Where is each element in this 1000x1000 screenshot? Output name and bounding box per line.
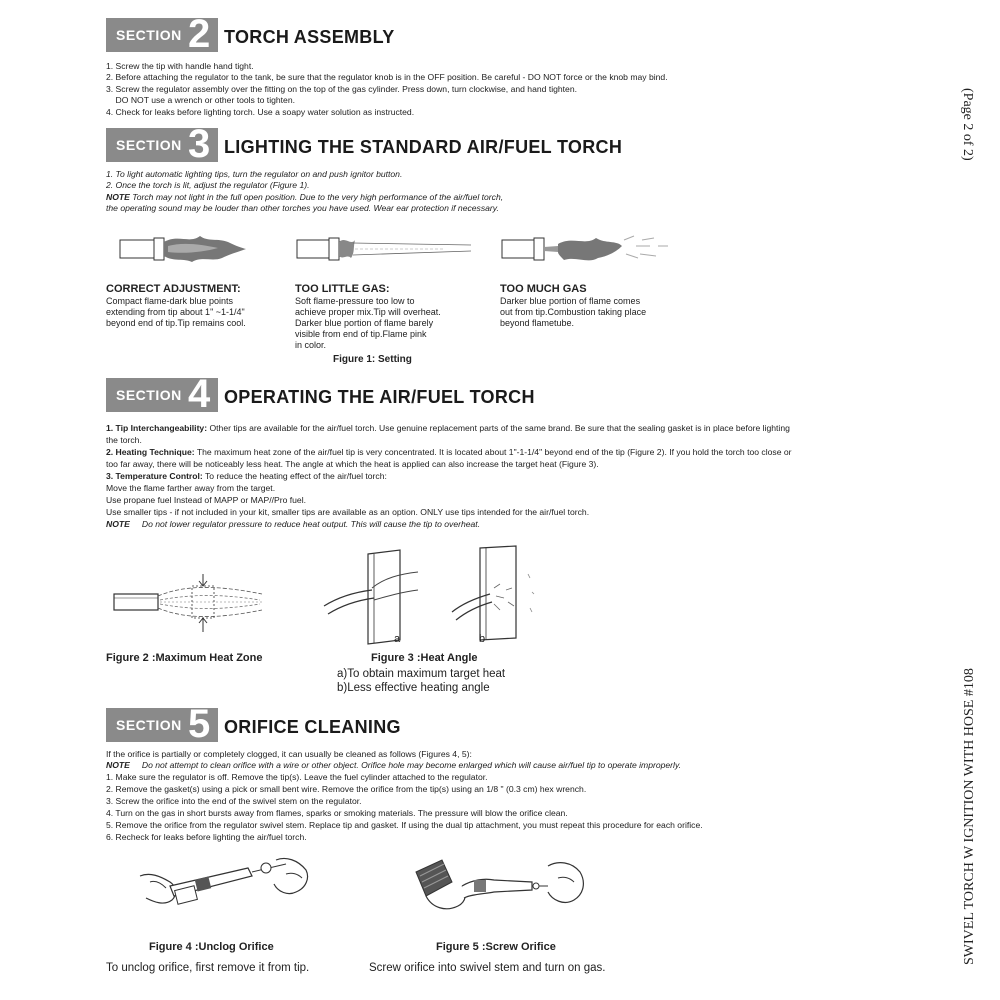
figure-5-subtext: Screw orifice into swivel stem and turn on gas. — [369, 962, 606, 974]
s4-p3-line: Use propane fuel Instead of MAPP or MAP//Pro fuel. — [106, 495, 306, 505]
caption-correct-adjustment-line: extending from tip about 1" ~1-1/4" — [106, 307, 245, 317]
s5-line-1: 1. Make sure the regulator is off. Remove the tip(s). Leave the fuel cylinder attached to the regulator. — [106, 772, 488, 782]
s3-note-line-1 — [106, 192, 503, 204]
section-4-title: OPERATING THE AIR/FUEL TORCH — [224, 387, 535, 407]
s2-line-3: 3. Screw the regulator assembly over the fitting on the top of the gas cylinder. Press down, turn clockwise, and hand tighten. — [106, 84, 578, 94]
section-3-badge — [106, 122, 218, 166]
section-4-badge — [106, 372, 218, 416]
caption-too-little-gas-heading: TOO LITTLE GAS: — [295, 283, 390, 295]
caption-too-much-gas-line: beyond flametube. — [500, 318, 575, 328]
s3-line-2: 2. Once the torch is lit, adjust the regulator (Figure 1). — [106, 180, 310, 190]
section-word: SECTION — [116, 27, 182, 43]
caption-too-little-gas-line: Darker blue portion of flame barely — [295, 318, 434, 328]
s4-p3-line: Use smaller tips - if not included in your kit, smaller tips are available as an option. ONLY use tips intended for the air/fuel torch. — [106, 507, 590, 517]
caption-too-little-gas-line: achieve proper mix.Tip will overheat. — [295, 307, 441, 317]
s4-p3 — [106, 471, 387, 483]
page-indicator: (Page 2 of 2) — [960, 88, 975, 161]
section-number: 4 — [188, 372, 211, 416]
caption-too-little-gas-line: in color. — [295, 340, 327, 350]
note-label: NOTE — [106, 192, 130, 202]
s5-line-3: 3. Screw the orifice into the end of the swivel stem on the regulator. — [106, 796, 362, 806]
p1-label: 1. Tip Interchangeability: — [106, 423, 208, 433]
torch-correct-adjustment-illustration — [118, 228, 258, 278]
p1-text: Other tips are available for the air/fuel torch. Use genuine replacement parts of the same brand. Be sure that the sealing gasket is in place before lighting — [207, 423, 790, 433]
figure-4-caption: Figure 4 :Unclog Orifice — [149, 941, 274, 953]
s2-line-1: 1. Screw the tip with handle hand tight. — [106, 61, 254, 71]
fig3-sub-b: b)Less effective heating angle — [337, 682, 490, 694]
section-number: 3 — [188, 122, 211, 166]
figure-1-caption: Figure 1: Setting — [333, 354, 412, 365]
note-label: NOTE — [106, 519, 130, 529]
fig3-label-a: a — [394, 633, 401, 645]
fig3-label-b: b — [479, 633, 486, 645]
s2-line-5: 4. Check for leaks before lighting torch. Use a soapy water solution as instructed. — [106, 107, 415, 117]
section-number: 5 — [188, 702, 211, 746]
figure-5-caption: Figure 5 :Screw Orifice — [436, 941, 556, 953]
s4-p1 — [106, 423, 790, 435]
caption-too-much-gas-line: out from tip.Combustion taking place — [500, 307, 647, 317]
torch-too-little-gas-illustration — [295, 228, 475, 278]
s4-p2 — [106, 447, 792, 459]
caption-correct-adjustment-line: Compact flame-dark blue points — [106, 296, 234, 306]
section-word: SECTION — [116, 387, 182, 403]
s4-p2-cont: too far away, there will be noticeably less heat. The angle at which the heat is applied can also increase the target heat (Figure 3). — [106, 459, 599, 469]
s3-line-1: 1. To light automatic lighting tips, turn the regulator on and push ignitor button. — [106, 169, 403, 179]
heat-angle-illustration-a — [322, 548, 432, 648]
caption-too-little-gas-line: Soft flame-pressure too low to — [295, 296, 415, 306]
note-text: Do not lower regulator pressure to reduce heat output. This will cause the tip to overheat. — [141, 519, 481, 529]
section-5-title: ORIFICE CLEANING — [224, 717, 401, 737]
fig3-sub-a: a)To obtain maximum target heat — [337, 668, 506, 680]
p3-text: To reduce the heating effect of the air/fuel torch: — [202, 471, 387, 481]
p2-label: 2. Heating Technique: — [106, 447, 195, 457]
caption-correct-adjustment-line: beyond end of tip.Tip remains cool. — [106, 318, 246, 328]
screw-orifice-illustration — [412, 852, 592, 932]
s4-note — [106, 519, 480, 531]
figure-4-subtext: To unclog orifice, first remove it from tip. — [106, 962, 310, 974]
figure-2-caption: Figure 2 :Maximum Heat Zone — [106, 652, 263, 664]
torch-too-much-gas-illustration — [500, 228, 680, 278]
caption-too-much-gas-heading: TOO MUCH GAS — [500, 283, 587, 295]
figure-3-caption: Figure 3 :Heat Angle — [371, 652, 478, 664]
note-text: Do not attempt to clean orifice with a wire or other object. Orifice hole may become enlarged which will cause air/fuel tip to operate improperly. — [141, 760, 681, 770]
s5-line-2: 2. Remove the gasket(s) using a pick or small bent wire. Remove the orifice from the tip(s) using an 1/8 " (0.3 cm) hex wrench. — [106, 784, 587, 794]
s2-line-4: DO NOT use a wrench or other tools to tighten. — [106, 95, 295, 105]
s5-line-5: 5. Remove the orifice from the regulator swivel stem. Replace tip and gasket. If using the dual tip attachment, you must repeat this procedure for each orifice. — [106, 820, 703, 830]
s3-note-line-2: the operating sound may be louder than other torches you have used. Wear ear protection if necessary. — [106, 203, 499, 213]
heat-angle-illustration-b — [450, 544, 550, 644]
section-5-badge — [106, 702, 218, 746]
section-number: 2 — [188, 12, 211, 56]
product-title: SWIVEL TORCH W IGNITION WITH HOSE #108 — [962, 668, 977, 965]
s4-p1-cont: the torch. — [106, 435, 142, 445]
s5-intro: If the orifice is partially or completely clogged, it can usually be cleaned as follows (Figures 4, 5): — [106, 749, 472, 759]
s5-line-6: 6. Recheck for leaks before lighting the air/fuel torch. — [106, 832, 307, 842]
note-label: NOTE — [106, 760, 130, 770]
unclog-orifice-illustration — [136, 852, 316, 932]
caption-correct-adjustment-heading: CORRECT ADJUSTMENT: — [106, 283, 241, 295]
p2-text: The maximum heat zone of the air/fuel tip is very concentrated. It is located about 1"-1-1/4" beyond end of the tip (Figure 2). If you hold the torch too close or — [194, 447, 792, 457]
section-word: SECTION — [116, 137, 182, 153]
section-3-title: LIGHTING THE STANDARD AIR/FUEL TORCH — [224, 137, 623, 157]
s5-note — [106, 760, 681, 772]
section-word: SECTION — [116, 717, 182, 733]
caption-too-much-gas-line: Darker blue portion of flame comes — [500, 296, 641, 306]
section-2-title: TORCH ASSEMBLY — [224, 27, 395, 47]
max-heat-zone-illustration — [112, 572, 272, 642]
s2-line-2: 2. Before attaching the regulator to the tank, be sure that the regulator knob is in the OFF position. Be careful - DO NOT force or the knob may bind. — [106, 72, 668, 82]
s4-p3-line: Move the flame farther away from the target. — [106, 483, 276, 493]
caption-too-little-gas-line: visible from end of tip.Flame pink — [295, 329, 427, 339]
note-text: Torch may not light in the full open position. Due to the very high performance of the air/fuel torch, — [129, 192, 504, 202]
s5-line-4: 4. Turn on the gas in short bursts away from flames, sparks or smoking materials. The pressure will blow the orifice clean. — [106, 808, 568, 818]
p3-label: 3. Temperature Control: — [106, 471, 203, 481]
section-2-badge — [106, 12, 218, 56]
